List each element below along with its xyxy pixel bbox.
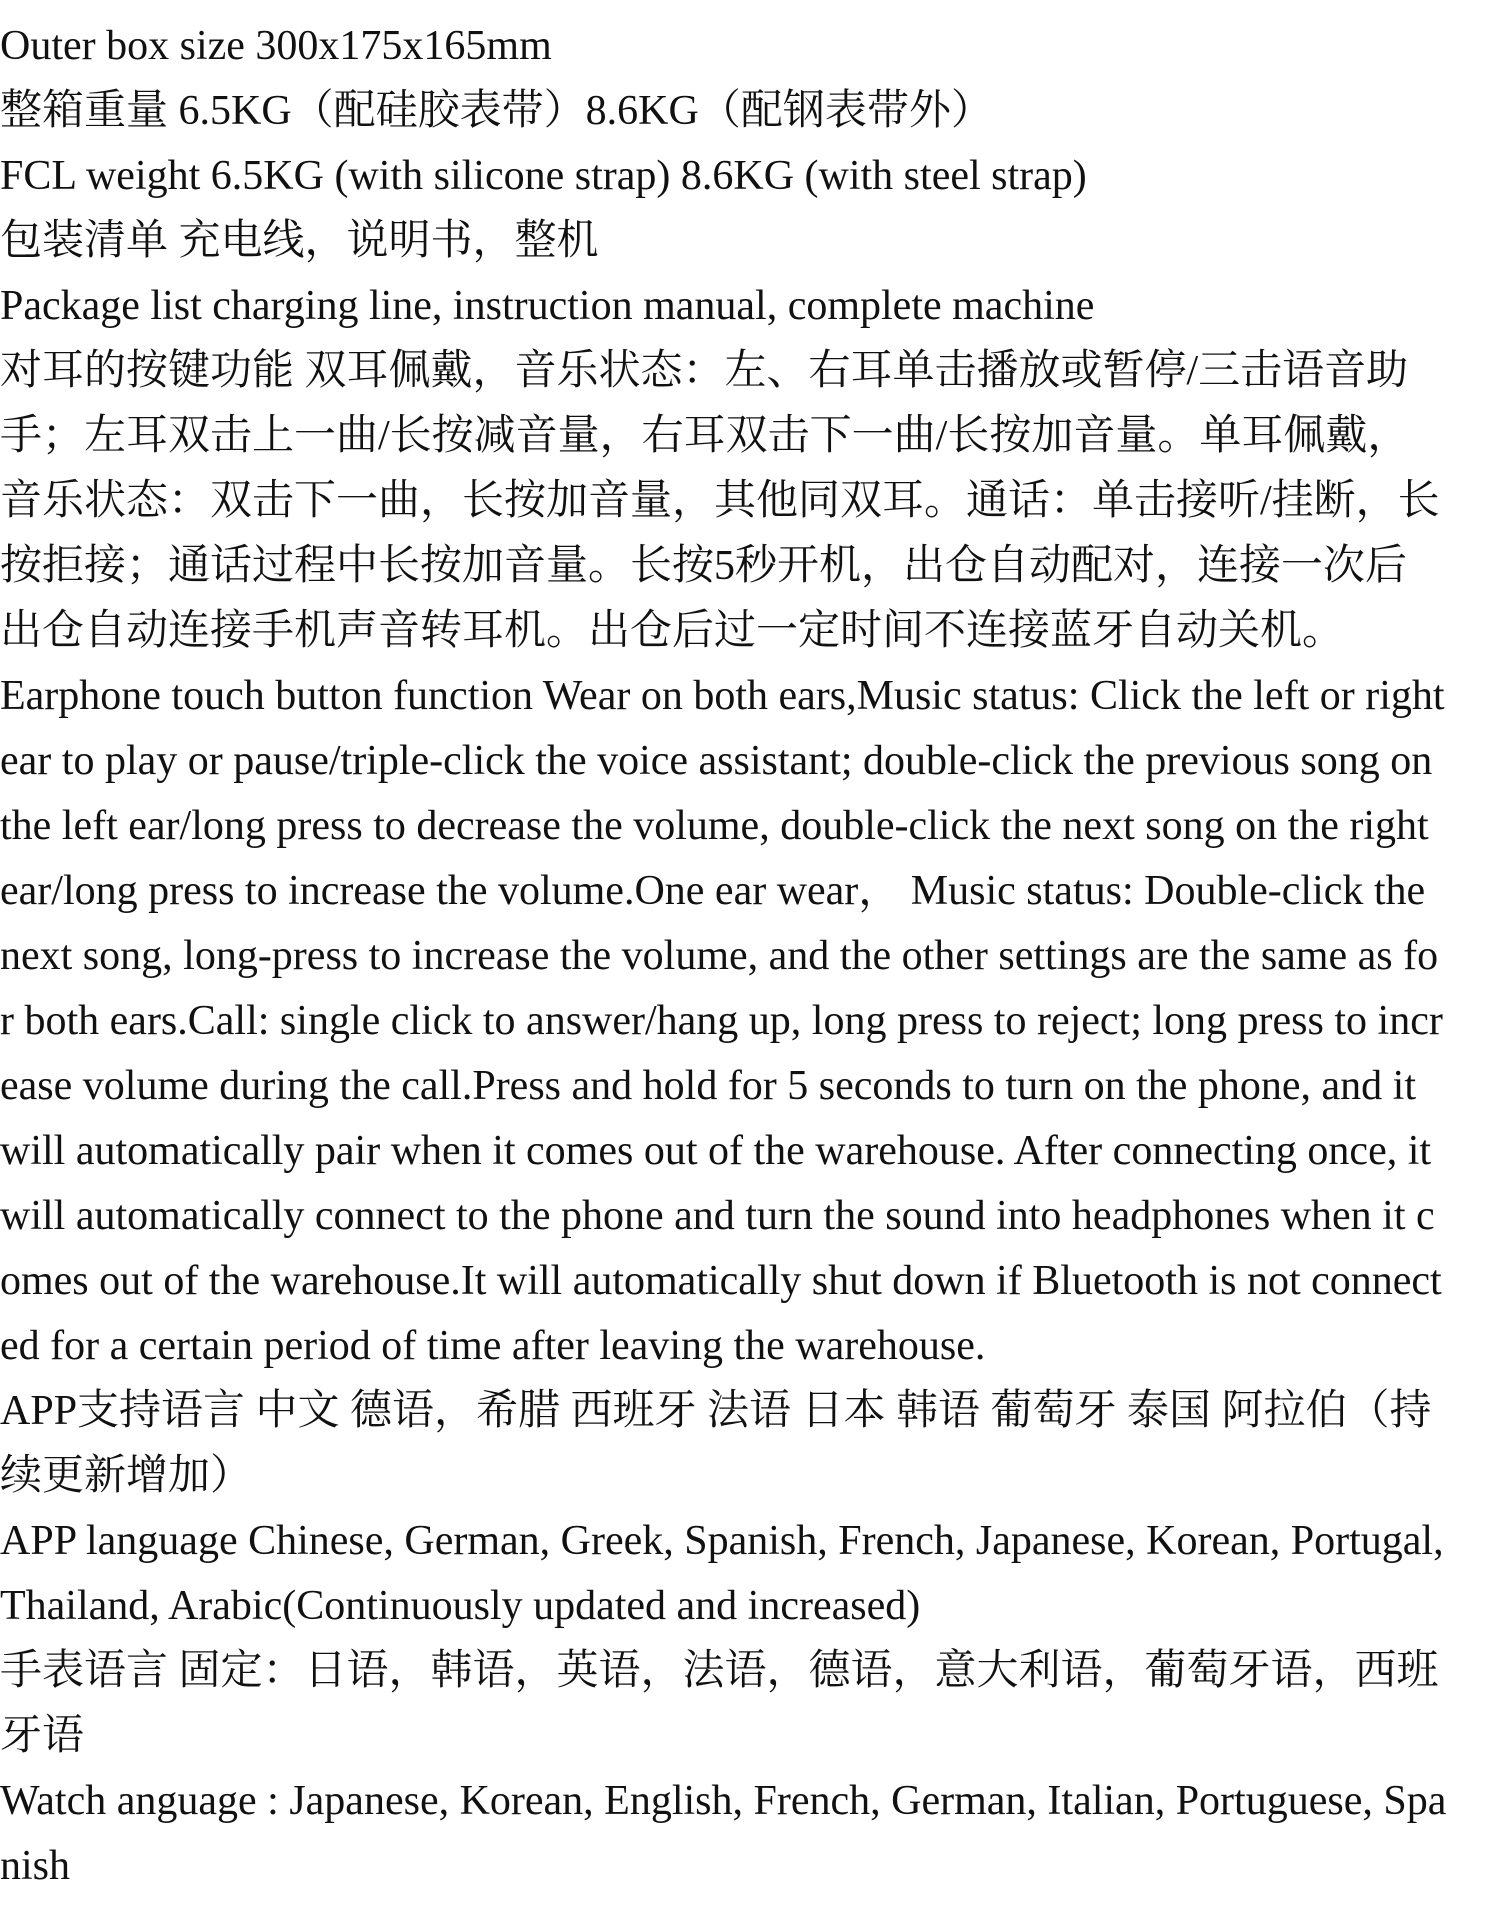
fcl-weight-english-line: FCL weight 6.5KG (with silicone strap) 8.6KG (with steel strap) (0, 153, 1087, 199)
fcl-weight-chinese-line: 整箱重量 6.5KG（配硅胶表带）8.6KG（配钢表带外） (0, 88, 993, 134)
app-languages-chinese: APP支持语言 中文 德语，希腊 西班牙 法语 日本 韩语 葡萄牙 泰国 阿拉伯（持 续更新增加） (0, 1388, 1432, 1499)
package-list-chinese-line: 包装清单 充电线，说明书，整机 (0, 218, 599, 264)
app-languages-english: APP language Chinese, German, Greek, Spanish, French, Japanese, Korean, Portugal, Thailand, Arabic(Continuously updated and increased) (0, 1518, 1444, 1629)
watch-languages-chinese: 手表语言 固定：日语，韩语，英语，法语，德语，意大利语，葡萄牙语，西班 牙语 (0, 1648, 1439, 1759)
outer-box-size-line: Outer box size 300x175x165mm (0, 23, 552, 69)
package-list-english-line: Package list charging line, instruction manual, complete machine (0, 283, 1095, 329)
watch-languages-english: Watch anguage : Japanese, Korean, English, French, German, Italian, Portuguese, Spa nish (0, 1778, 1447, 1889)
earphone-button-function-chinese: 对耳的按键功能 双耳佩戴，音乐状态：左、右耳单击播放或暂停/三击语音助 手；左耳双击上一曲/长按减音量，右耳双击下一曲/长按加音量。单耳佩戴， 音乐状态：双击下一曲，长按加音量，其他同双耳。通话：单击接听/挂断，长 按拒接；通话过程中长按加音量。长按5秒开机，出仓自动配对，连接一次后 出仓自动连接手机声音转耳机。出仓后过一定时间不连接蓝牙自动关机。 (0, 348, 1440, 654)
clipped-top-line (0, 0, 1500, 14)
earphone-button-function-english: Earphone touch button function Wear on both ears,Music status: Click the left or right ear to play or pause/triple-click the voice assistant; double-click the previous song on the left ear/long press to decrease the volume, double-click the next song on the right ear/long press to increase the volume.One ear wear， Music status: Double-click the next song, long-press to increase the volume, and the other settings are the same as fo r both ears.Call: single click to answer/hang up, long press to reject; long press to incr ease volume during the call.Press and hold for 5 seconds to turn on the phone, and it will automatically pair when it comes out of the warehouse. After connecting once, it will automatically connect to the phone and turn the sound into headphones when it c omes out of the warehouse.It will automatically shut down if Bluetooth is not connect ed for a certain period of time after leaving the warehouse. (0, 673, 1445, 1369)
